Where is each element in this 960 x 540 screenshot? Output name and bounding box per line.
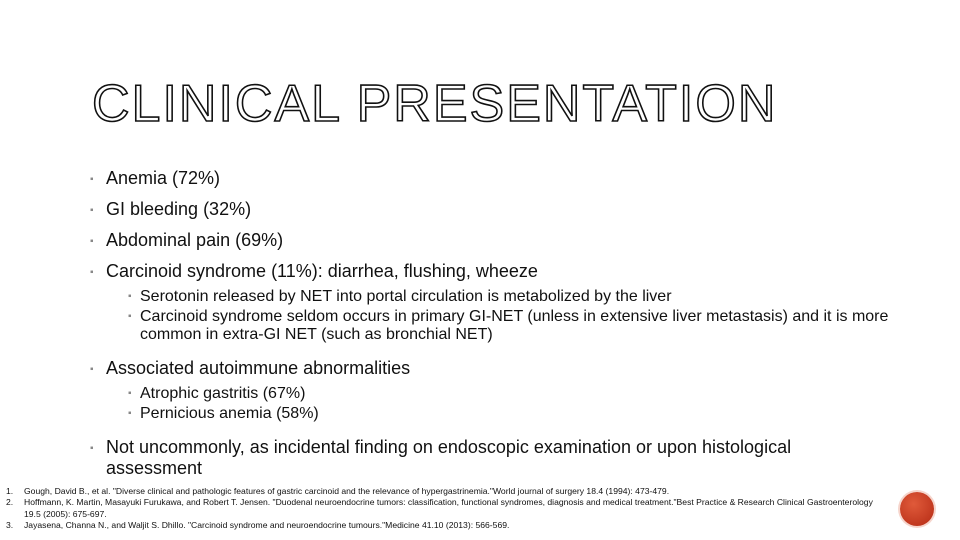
reference-text: Jayasena, Channa N., and Waljit S. Dhillo. "Carcinoid syndrome and neuroendocrine tumours."Medicine 41.10 (2013): 566-569. — [24, 520, 510, 531]
sub-bullet-serotonin — [128, 288, 890, 306]
bullet-anemia — [90, 168, 890, 189]
bullet-list — [90, 168, 890, 489]
bullet-text: GI bleeding (32%) — [106, 199, 252, 219]
bullet-incidental-finding — [90, 437, 890, 479]
bullet-text: Not uncommonly, as incidental finding on endoscopic examination or upon histological assessment — [106, 437, 792, 478]
bullet-icon: ▪ — [128, 311, 132, 322]
bullet-autoimmune — [90, 358, 890, 379]
reference-item — [6, 486, 886, 497]
bullet-icon: ▪ — [90, 443, 94, 454]
sub-bullet-text: Pernicious anemia (58%) — [140, 405, 319, 422]
sub-bullet-text: Serotonin released by NET into portal circulation is metabolized by the liver — [140, 288, 672, 305]
slide-title: CLINICAL PRESENTATION — [92, 75, 778, 133]
bullet-icon: ▪ — [90, 364, 94, 375]
bullet-gi-bleeding — [90, 199, 890, 220]
logo-icon — [900, 492, 934, 526]
sub-bullet-atrophic-gastritis — [128, 385, 890, 403]
sub-bullet-text: Carcinoid syndrome seldom occurs in primary GI-NET (unless in extensive liver metastasis) and it is more common in extra-GI NET (such as bronchial NET) — [140, 308, 889, 343]
reference-number: 2. — [6, 497, 14, 508]
bullet-text: Carcinoid syndrome (11%): diarrhea, flushing, wheeze — [106, 261, 538, 281]
bullet-text: Associated autoimmune abnormalities — [106, 358, 411, 378]
bullet-icon: ▪ — [128, 388, 132, 399]
reference-item — [6, 520, 886, 531]
sub-bullet-text: Atrophic gastritis (67%) — [140, 385, 306, 402]
sub-bullet-pernicious-anemia — [128, 405, 890, 423]
reference-number: 3. — [6, 520, 14, 531]
bullet-abdominal-pain — [90, 230, 890, 251]
bullet-icon: ▪ — [90, 205, 94, 216]
reference-item — [6, 497, 886, 520]
bullet-icon: ▪ — [90, 174, 94, 185]
bullet-carcinoid-syndrome — [90, 261, 890, 282]
reference-text: Hoffmann, K. Martin, Masayuki Furukawa, and Robert T. Jensen. "Duodenal neuroendocrine tumors: classification, functional syndromes, diagnosis and medical treatment."Best Practice & Research Clinical Gastroenterology 19.5 (2005): 675-697. — [24, 497, 873, 519]
reference-text: Gough, David B., et al. "Diverse clinical and pathologic features of gastric carcinoid and the relevance of hypergastrinemia."World journal of surgery 18.4 (1994): 473-479. — [24, 486, 670, 496]
bullet-text: Anemia (72%) — [106, 168, 221, 188]
references — [6, 486, 886, 532]
sub-bullet-carcinoid-seldom — [128, 308, 890, 344]
bullet-text: Abdominal pain (69%) — [106, 230, 284, 250]
bullet-icon: ▪ — [128, 408, 132, 419]
reference-number: 1. — [6, 486, 14, 496]
bullet-icon: ▪ — [90, 236, 94, 247]
bullet-icon: ▪ — [128, 291, 132, 302]
bullet-icon: ▪ — [90, 267, 94, 278]
